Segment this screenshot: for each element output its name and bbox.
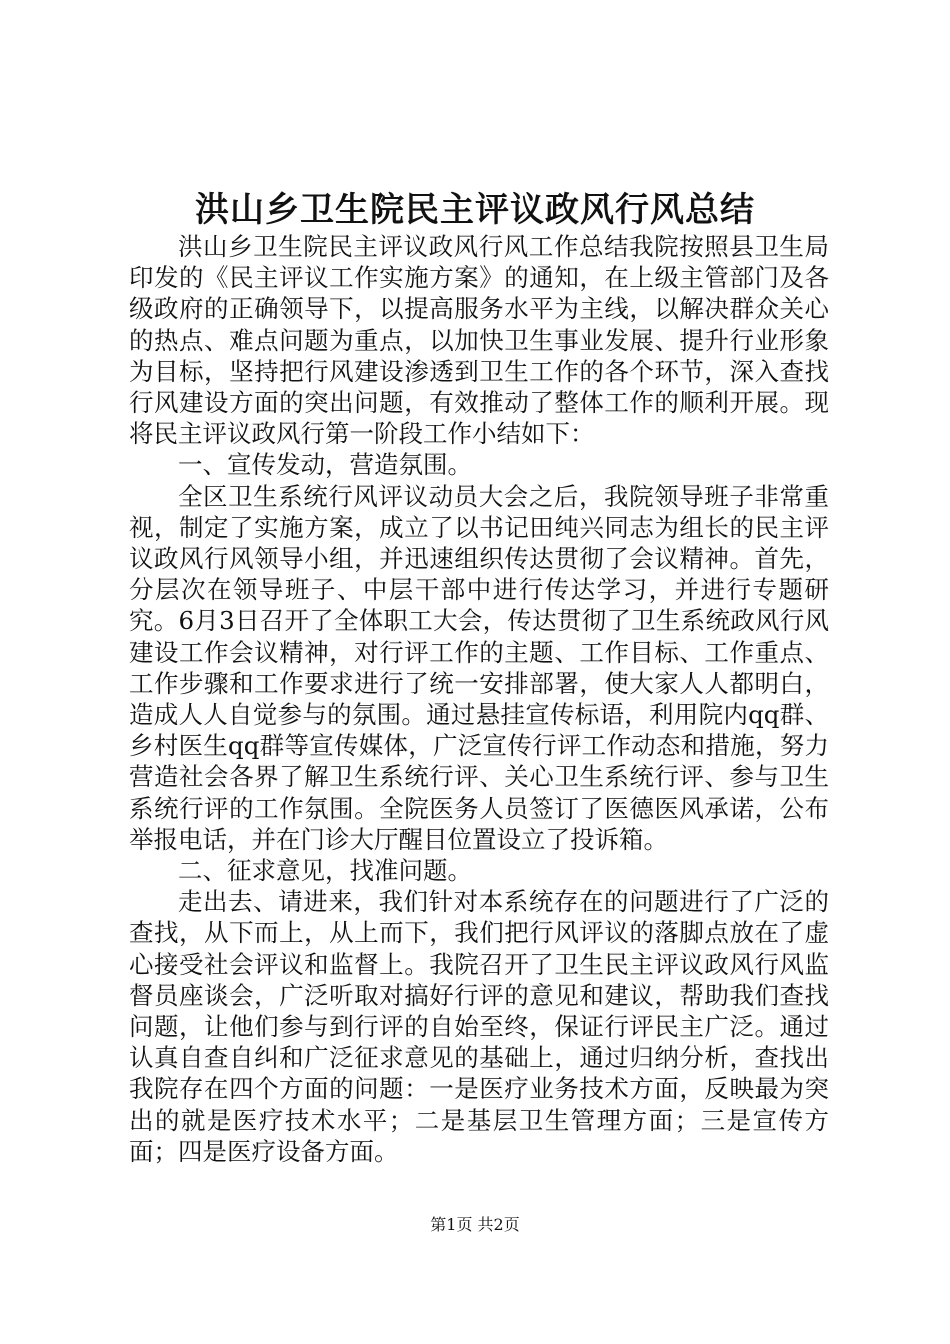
intro-paragraph: 洪山乡卫生院民主评议政风行风工作总结我院按照县卫生局印发的《民主评议工作实施方案》的通知，在上级主管部门及各级政府的正确领导下，以提高服务水平为主线，以解决群众关心的热点、难点问题为重点，以加快卫生事业发展、提升行业形象为目标，坚持把行风建设渗透到卫生工作的各个环节，深入查找行风建设方面的突出问题，有效推动了整体工作的顺利开展。现将民主评议政风行第一阶段工作小结如下： — [129, 232, 829, 449]
section-1-paragraph: 全区卫生系统行风评议动员大会之后，我院领导班子非常重视，制定了实施方案，成立了以书记田纯兴同志为组长的民主评议政风行风领导小组，并迅速组织传达贯彻了会议精神。首先，分层次在领导班子、中层干部中进行传达学习，并进行专题研究。6月3日召开了全体职工大会，传达贯彻了卫生系统政风行风建设工作会议精神，对行评工作的主题、工作目标、工作重点、工作步骤和工作要求进行了统一安排部署，使大家人人都明白，造成人人自觉参与的氛围。通过悬挂宣传标语，利用院内qq群、乡村医生qq群等宣传媒体，广泛宣传行评工作动态和措施，努力营造社会各界了解卫生系统行评、关心卫生系统行评、参与卫生系统行评的工作氛围。全院医务人员签订了医德医风承诺，公布举报电话，并在门诊大厅醒目位置设立了投诉箱。 — [129, 481, 829, 854]
document-body — [129, 231, 829, 1167]
section-heading-1: 一、宣传发动，营造氛围。 — [178, 450, 472, 480]
page-footer: 第1页 共2页 — [430, 1215, 520, 1234]
document-title: 洪山乡卫生院民主评议政风行风总结 — [195, 190, 755, 230]
section-2-paragraph: 走出去、请进来，我们针对本系统存在的问题进行了广泛的查找，从下而上，从上而下，我们把行风评议的落脚点放在了虚心接受社会评议和监督上。我院召开了卫生民主评议政风行风监督员座谈会，广泛听取对搞好行评的意见和建议，帮助我们查找问题，让他们参与到行评的自始至终，保证行评民主广泛。通过认真自查自纠和广泛征求意见的基础上，通过归纳分析，查找出我院存在四个方面的问题：一是医疗业务技术方面，反映最为突出的就是医疗技术水平；二是基层卫生管理方面；三是宣传方面；四是医疗设备方面。 — [129, 887, 829, 1166]
section-heading-2: 二、征求意见，找准问题。 — [178, 856, 472, 886]
